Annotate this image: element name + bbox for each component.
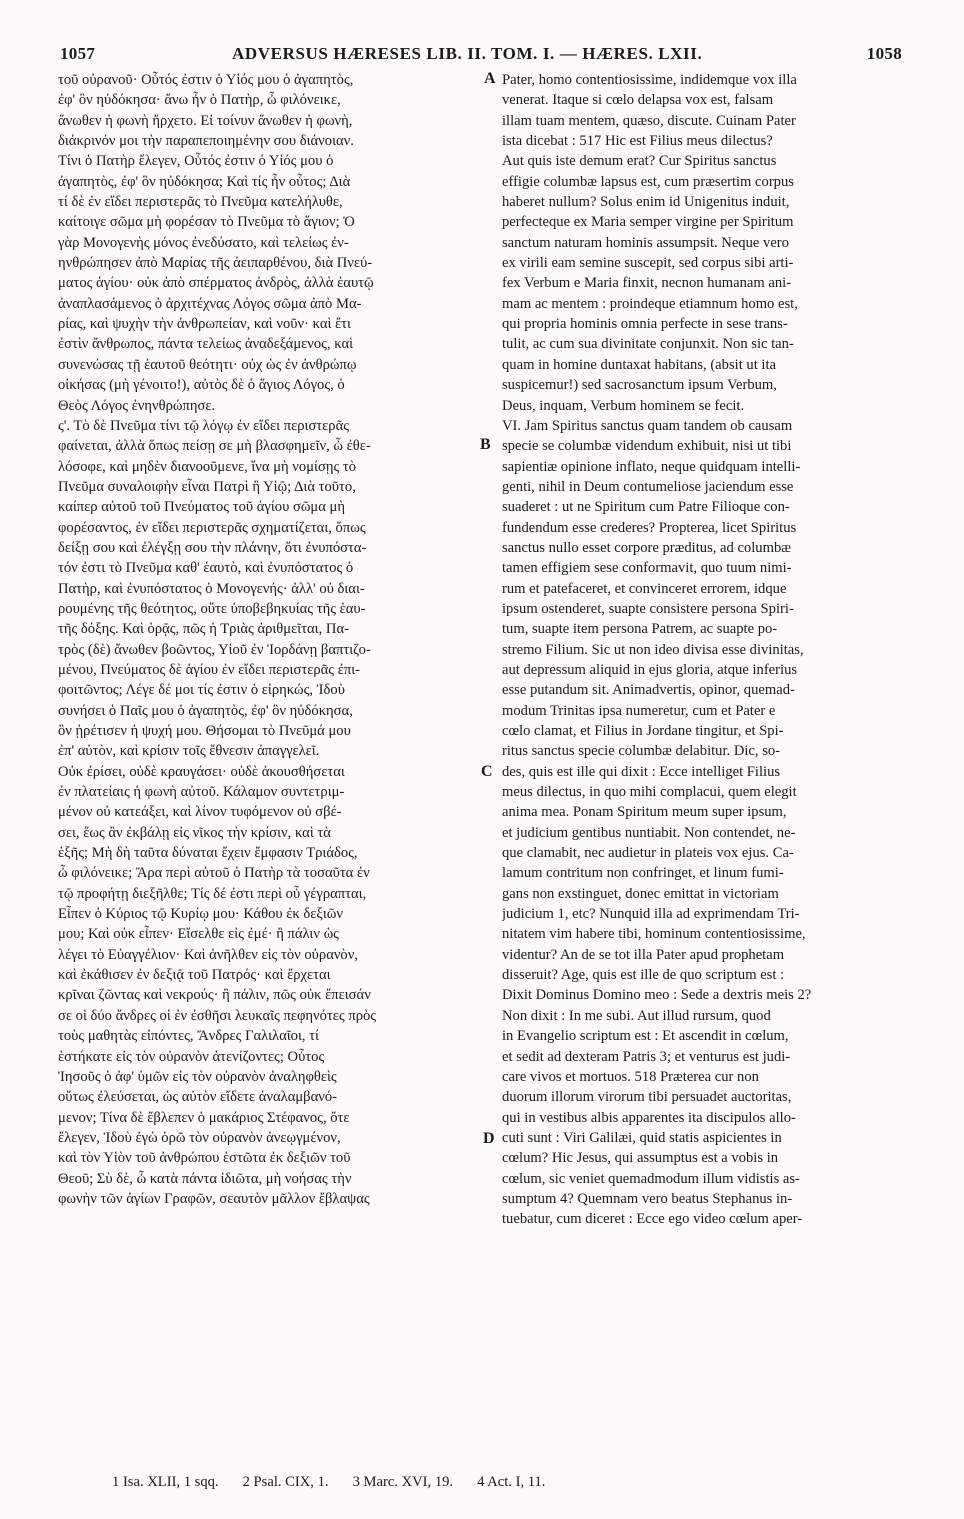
latin-text-line: tuebatur, cum diceret : Ecce ego video cœlum aper- — [502, 1211, 803, 1228]
latin-text-line: Deus, inquam, Verbum hominem se fecit. — [502, 397, 745, 414]
greek-text-line: καίτοιγε σῶμα μὴ φορέσαν τὸ Πνεῦμα τὸ ἅγιον; Ὁ — [58, 214, 355, 231]
greek-text-line: Θεὸς Λόγος ἐνηνθρώπησε. — [58, 397, 216, 414]
greek-text-line: φορέσαντος, ἐν εἴδει περιστερᾶς σχηματίζεται, ὅπως — [58, 519, 366, 536]
latin-text-line: stremo Filium. Sic ut non ideo divisa esse divinitas, — [502, 641, 804, 658]
greek-text-line: διάκρινόν μοι τὴν παραπεποιημένην σου διάνοιαν. — [58, 133, 354, 150]
latin-text-line: que clamabit, nec audietur in plateis vox ejus. Ca- — [502, 845, 794, 862]
latin-text-line: perfecteque ex Maria semper virgine per Spiritum — [502, 214, 794, 231]
latin-text-line: effigie columbæ lapsus est, cum præsertim corpus — [502, 173, 794, 190]
greek-text-line: ἄνωθεν ἡ φωνὴ ἤρχετο. Εἰ τοίνυν ἄνωθεν ἡ φωνὴ, — [58, 112, 353, 129]
latin-text-line: sanctus nullo esset corpore præditus, ad columbæ — [502, 539, 791, 556]
greek-text-line: φαίνεται, ἀλλὰ ὅπως πείσῃ σε μὴ βλασφημεῖν, ὦ ἐθε- — [58, 438, 371, 455]
greek-text-line: Οὐκ ἐρίσει, οὐδὲ κραυγάσει· οὐδὲ ἀκουσθήσεται — [58, 763, 345, 780]
greek-text-line: σει, ἕως ἂν ἐκβάλῃ εἰς νῖκος τὴν κρίσιν, καὶ τὰ — [58, 824, 331, 841]
latin-text-line: quam in homine duntaxat habitans, (absit ut ita — [502, 356, 776, 373]
latin-text-line: suspicemur!) sed sacrosanctum ipsum Verbum, — [502, 377, 777, 394]
greek-text-line: ἐστὶν ἄνθρωπος, πάντα τελείως ἀναδεξάμενος, καὶ — [58, 336, 354, 353]
greek-text-line: ἑξῆς; Μὴ δὴ ταῦτα δύναται ἔχειν ἔμφασιν Τριάδος, — [58, 845, 358, 862]
greek-text-line: σε οἱ δύο ἄνδρες οἱ ἐν ἐσθῆσι λευκαῖς πεφηνότες πρὸς — [58, 1007, 377, 1024]
greek-text-line: λόσοφε, καὶ μηδὲν διανοοῦμενε, ἵνα μὴ νομίσῃς τὸ — [58, 458, 357, 475]
latin-text-line: et sedit ad dexteram Patris 3; et venturus est judi- — [502, 1048, 791, 1065]
greek-text-line: ἀγαπητὸς, ἐφ' ὃν ηὐδόκησα; Καὶ τίς ἦν οὗτος; Διὰ — [58, 173, 351, 190]
latin-text-line: fex Verbum e Maria finxit, necnon humanam ani- — [502, 275, 792, 292]
footnotes — [112, 1474, 569, 1491]
page-number-right: 1058 — [866, 44, 902, 63]
latin-text-line: sumptum 4? Quemnam vero beatus Stephanus in- — [502, 1190, 793, 1207]
latin-text-line: tum, suapte item persona Patrem, ac suapte po- — [502, 621, 778, 638]
latin-text-line: cuti sunt : Viri Galilæi, quid statis aspicientes in — [502, 1129, 782, 1146]
greek-text-line: μενον; Τίνα δὲ ἔβλεπεν ὁ μακάριος Στέφανος, ὅτε — [58, 1109, 350, 1126]
latin-text-line: rum et patefaceret, et convinceret errorem, idque — [502, 580, 787, 597]
latin-text-line: judicium 1, etc? Nunquid illa ad exprimendam Tri- — [502, 906, 800, 923]
greek-text-line: ἔλεγεν, Ἰδοὺ ἐγὼ ὁρῶ τὸν οὐρανὸν ἀνεῳγμένον, — [58, 1129, 341, 1146]
greek-text-line: τόν ἐστι τὸ Πνεῦμα καθ' ἑαυτὸ, καὶ ἐνυπόστατος ὁ — [58, 560, 354, 577]
latin-text-line: et judicium gentibus nuntiabit. Non contendet, ne- — [502, 824, 796, 841]
latin-text-line: ritus sanctus specie columbæ delabitur. Dic, so- — [502, 743, 781, 760]
greek-text-line: ἀναπλασάμενος ὁ ἀρχιτέχνας Λόγος σῶμα ἀπὸ Μα- — [58, 295, 362, 312]
greek-text-line: καίπερ αὐτοῦ τοῦ Πνεύματος τοῦ ἁγίου σῶμα μὴ — [58, 499, 345, 516]
latin-text-line: fundendum esse crederes? Propterea, licet Spiritus — [502, 519, 797, 536]
margin-marker-b: B — [480, 436, 491, 453]
greek-text-line: ὃν ᾑρέτισεν ἡ ψυχή μου. Θήσομαι τὸ Πνεῦμά μου — [58, 723, 351, 739]
latin-text-line: cœlo clamat, et Filius in Jordane tingitur, et Spi- — [502, 723, 784, 739]
greek-text-line: ς'. Τὸ δὲ Πνεῦμα τίνι τῷ λόγῳ ἐν εἴδει περιστερᾶς — [58, 417, 350, 434]
latin-text-line: aut depressum aliquid in ejus gloria, atque inferius — [502, 661, 798, 678]
latin-text-line: cœlum, sic veniet quemadmodum illum vidistis as- — [502, 1170, 800, 1187]
greek-text-line: τρὸς (δὲ) ἄνωθεν βοῶντος, Υἱοῦ ἐν Ἰορδάνῃ βαπτιζο- — [58, 641, 371, 658]
latin-text-line: care vivos et mortuos. 518 Præterea cur non — [502, 1068, 759, 1085]
latin-text-line: meus dilectus, in quo mihi complacui, quem elegit — [502, 784, 797, 801]
latin-text-line: Aut quis iste demum erat? Cur Spiritus sanctus — [502, 153, 777, 170]
greek-text-line: τοῦ οὐρανοῦ· Οὗτός ἐστιν ὁ Υἱός μου ὁ ἀγαπητὸς, — [58, 72, 354, 88]
latin-text-line: VI. Jam Spiritus sanctus quam tandem ob causam — [502, 417, 793, 434]
greek-text-line: Πατὴρ, καὶ ἐνυπόστατος ὁ Μονογενής· ἀλλ' οὐ διαι- — [58, 580, 365, 597]
latin-text-line: in Evangelio scriptum est : Et ascendit in cœlum, — [502, 1028, 789, 1045]
latin-text-line: genti, nihil in Deum contumeliose jaciendum esse — [502, 478, 794, 495]
greek-text-line: δείξῃ σου καὶ ἐλέγξῃ σου τὴν πλάνην, ὅτι ἐνυπόστα- — [58, 539, 367, 556]
latin-text-line: des, quis est ille qui dixit : Ecce intelliget Filius — [502, 763, 781, 780]
footnote: 4 Act. I, 11. — [477, 1474, 546, 1490]
running-title: ADVERSUS HÆRESES LIB. II. TOM. I. — HÆRES. LXII. — [232, 44, 703, 63]
latin-text-line: venerat. Itaque si cœlo delapsa vox est, falsam — [502, 92, 774, 109]
greek-text-line: ρίας, καὶ ψυχὴν τὴν ἀνθρωπείαν, καὶ νοῦν· καὶ ἔτι — [58, 316, 351, 333]
latin-text-line: nitatem vim habere tibi, hominum contentiosissime, — [502, 926, 806, 943]
greek-text-line: ἑστήκατε εἰς τὸν οὐρανὸν ἀτενίζοντες; Οὗτος — [58, 1048, 325, 1065]
greek-text-line: συνενώσας τῇ ἑαυτοῦ θεότητι· οὐχ ὡς ἐν ἀνθρώπῳ — [58, 356, 357, 373]
latin-text-line: gans non exstinguet, donec emittat in victoriam — [502, 885, 779, 902]
latin-text-line: Dixit Dominus Domino meo : Sede a dextris meis 2? — [502, 987, 812, 1004]
greek-text-line: οὕτως ἐλεύσεται, ὡς αὐτὸν εἴδετε ἀναλαμβανό- — [58, 1089, 337, 1106]
greek-text-line: τῷ προφήτῃ διεξῆλθε; Τίς δέ ἐστι περὶ οὗ γέγραπται, — [58, 885, 367, 902]
footnote: 2 Psal. CIX, 1. — [242, 1474, 329, 1490]
latin-text-line: specie se columbæ videndum exhibuit, nisi ut tibi — [502, 438, 792, 455]
greek-text-line: γὰρ Μονογενὴς μόνος ἐνεδύσατο, καὶ τελείως ἐν- — [58, 234, 349, 251]
greek-text-line: Εἶπεν ὁ Κύριος τῷ Κυρίῳ μου· Κάθου ἐκ δεξιῶν — [58, 906, 344, 923]
latin-text-line: Non dixit : In me subi. Aut illud rursum, quod — [502, 1007, 771, 1024]
latin-text-line: sanctum naturam hominis assumpsit. Neque vero — [502, 234, 789, 251]
greek-text-line: καὶ τὸν Υἱὸν τοῦ ἀνθρώπου ἑστῶτα ἐκ δεξιῶν τοῦ — [58, 1150, 351, 1167]
latin-text-line: ista dicebat : 517 Hic est Filius meus dilectus? — [502, 133, 773, 150]
greek-text-line: φωνὴν τῶν ἁγίων Γραφῶν, σεαυτὸν μᾶλλον ἔβλαψας — [58, 1190, 370, 1207]
greek-text-line: τοὺς μαθητὰς εἰπόντες, Ἄνδρες Γαλιλαῖοι, τί — [58, 1028, 319, 1045]
greek-text-line: ρουμένης τῆς θεότητος, οὔτε ὑποβεβηκυίας τῆς ἑαυ- — [58, 600, 366, 617]
greek-text-line: ὦ φιλόνεικε; Ἄρα περὶ αὐτοῦ ὁ Πατὴρ τὰ τοσαῦτα ἐν — [58, 865, 370, 882]
greek-text-line: ἐπ' αὐτὸν, καὶ κρίσιν τοῖς ἔθνεσιν ἀπαγγελεῖ. — [58, 743, 320, 760]
greek-text-line: λέγει τὸ Εὐαγγέλιον· Καὶ ἀνῆλθεν εἰς τὸν οὐρανὸν, — [58, 946, 358, 963]
footnote: 1 Isa. XLII, 1 sqq. — [112, 1474, 219, 1490]
greek-text-column — [58, 70, 485, 1209]
margin-marker-c: C — [481, 763, 493, 780]
latin-text-line: Pater, homo contentiosissime, indidemque vox illa — [502, 72, 797, 88]
greek-text-line: μένον οὐ κατεάξει, καὶ λίνον τυφόμενον οὐ σβέ- — [58, 804, 342, 821]
latin-text-line: tulit, ac cum sua divinitate conjunxit. Non sic tan- — [502, 336, 794, 353]
greek-text-line: τί δὲ ἐν εἴδει περιστερᾶς τὸ Πνεῦμα κατελήλυθε, — [58, 194, 343, 211]
greek-text-line: Πνεῦμα συναλοιφὴν εἶναι Πατρὶ ἢ Υἱῷ; Διὰ τοῦτο, — [58, 478, 356, 495]
margin-marker-d: D — [483, 1130, 495, 1147]
greek-text-line: κρῖναι ζῶντας καὶ νεκρούς· ἢ πάλιν, πῶς οὐκ ἔπεισάν — [58, 987, 371, 1004]
latin-text-line: qui in vestibus albis apparentes ita discipulos allo- — [502, 1109, 796, 1126]
latin-text-line: haberet nullum? Solus enim id Unigenitus induit, — [502, 194, 790, 211]
latin-text-line: ipsum ostenderet, suapte consistere persona Spiri- — [502, 600, 794, 617]
greek-text-line: τῆς δόξης. Καὶ ὁρᾷς, πῶς ἡ Τριὰς ἀριθμεῖται, Πα- — [58, 621, 349, 638]
latin-text-line: modum Trinitas ipsa numeretur, cum et Pater e — [502, 702, 776, 719]
latin-text-line: videntur? An de se tot illa Pater apud prophetam — [502, 946, 785, 963]
latin-text-line: cœlum? Hic Jesus, qui assumptus est a vobis in — [502, 1150, 779, 1167]
greek-text-line: ἐφ' ὃν ηὐδόκησα· ἄνω ἦν ὁ Πατὴρ, ὦ φιλόνεικε, — [58, 92, 341, 109]
greek-text-line: συνήσει ὁ Παῖς μου ὁ ἀγαπητὸς, ἐφ' ὃν ηὐδόκησα, — [58, 702, 353, 719]
latin-text-line: mam ac mentem : proindeque etiamnum homo est, — [502, 295, 798, 312]
greek-text-line: καὶ ἐκάθισεν ἐν δεξιᾷ τοῦ Πατρός· καὶ ἔρχεται — [58, 967, 331, 984]
latin-text-line: sapientiæ opinione inflato, neque quidquam intelli- — [502, 458, 801, 475]
greek-text-line: Θεοῦ; Σὺ δὲ, ὦ κατὰ πάντα ἰδιῶτα, μὴ νοήσας τὴν — [58, 1170, 352, 1187]
page-number-left: 1057 — [60, 44, 96, 63]
greek-text-line: ἐν πλατείαις ἡ φωνὴ αὐτοῦ. Κάλαμον συντετριμ- — [58, 784, 345, 801]
latin-text-line: tamen effigiem sese conformavit, quo tuum nimi- — [502, 560, 792, 577]
latin-text-line: esse putandum sit. Animadvertis, opinor, quemad- — [502, 682, 795, 699]
latin-text-line: anima mea. Ponam Spiritum meum super ipsum, — [502, 804, 787, 821]
latin-text-line: duorum illorum virorum tibi persuadet auctoritas, — [502, 1089, 792, 1106]
latin-text-line: illam tuam mentem, quæso, discute. Cuinam Pater — [502, 112, 796, 129]
latin-text-line: ex virili eam semine suscepit, sed corpus sibi arti- — [502, 255, 794, 272]
latin-text-line: disseruit? Age, quis est ille de quo scriptum est : — [502, 967, 785, 984]
greek-text-line: μου; Καὶ οὐκ εἶπεν· Εἴσελθε εἰς ἐμέ· ἢ πάλιν ὡς — [58, 926, 339, 943]
latin-text-line: qui propria hominis omnia perfecte in sese trans- — [502, 316, 788, 333]
greek-text-line: φοιτῶντος; Λέγε δέ μοι τίς ἐστιν ὁ εἰρηκώς, Ἰδοὺ — [58, 682, 345, 699]
margin-marker-a: A — [484, 70, 496, 87]
greek-text-line: μένου, Πνεύματος δὲ ἁγίου ἐν εἴδει περιστερᾶς ἐπι- — [58, 661, 360, 678]
latin-text-column — [502, 70, 912, 1230]
latin-text-line: suaderet : ut ne Spiritum cum Patre Filioque con- — [502, 499, 790, 516]
greek-text-line: ηνθρώπησεν ἀπὸ Μαρίας τῆς ἀειπαρθένου, διὰ Πνεύ- — [58, 255, 373, 272]
greek-text-line: ματος ἁγίου· οὐκ ἀπὸ σπέρματος ἀνδρὸς, ἀλλὰ ἑαυτῷ — [58, 275, 374, 292]
footnote: 3 Marc. XVI, 19. — [352, 1474, 454, 1490]
latin-text-line: lamum contritum non confringet, et linum fumi- — [502, 865, 784, 882]
greek-text-line: Τίνι ὁ Πατὴρ ἔλεγεν, Οὗτός ἐστιν ὁ Υἱός μου ὁ — [58, 153, 334, 170]
greek-text-line: Ἰησοῦς ὁ ἀφ' ὑμῶν εἰς τὸν οὐρανὸν ἀναληφθεὶς — [58, 1068, 337, 1085]
greek-text-line: οἰκήσας (μὴ γένοιτο!), αὐτὸς δὲ ὁ ἅγιος Λόγος, ὁ — [58, 377, 345, 394]
